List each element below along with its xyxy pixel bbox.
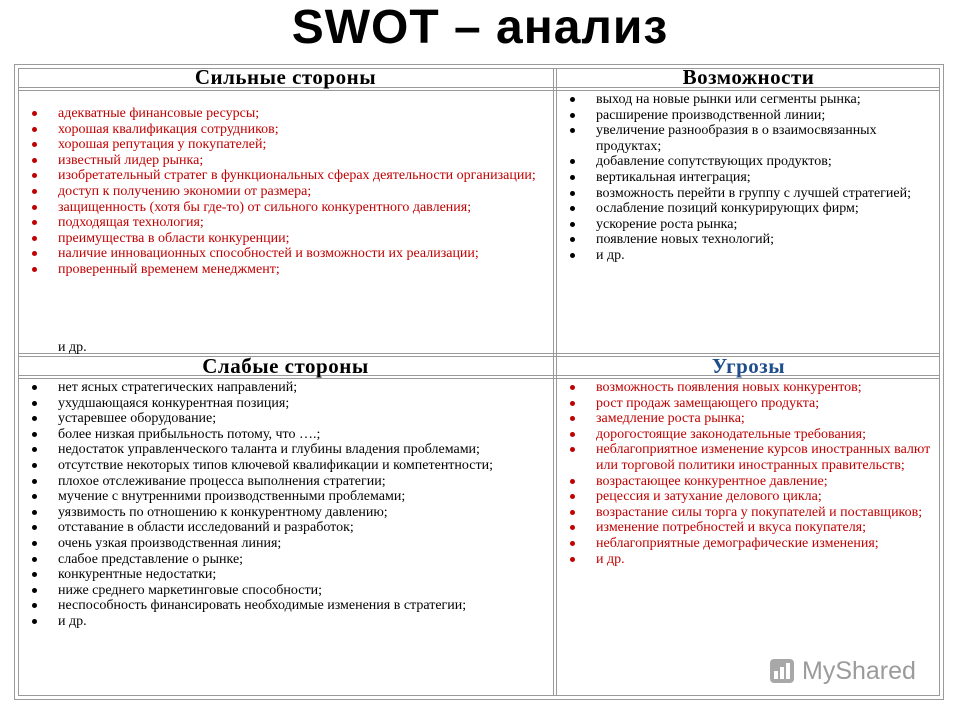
- bullet-icon: [32, 541, 37, 546]
- bullet-icon: [570, 541, 575, 546]
- weakness-item: [22, 614, 548, 630]
- bullet-icon: [570, 432, 575, 437]
- opportunity-item: [560, 123, 936, 154]
- list-item-text: и др.: [58, 613, 87, 629]
- list-item-text: ниже среднего маркетинговые способности;: [58, 582, 322, 598]
- list-item-text: ослабление позиций конкурирующих фирм;: [596, 201, 859, 217]
- bullet-icon: [32, 603, 37, 608]
- list-item-text: конкурентные недостатки;: [58, 567, 217, 583]
- strength-item: [22, 246, 542, 262]
- strength-item: [22, 106, 542, 122]
- list-item-text: уязвимость по отношению к конкурентному давлению;: [58, 504, 388, 520]
- bullet-icon: [570, 557, 575, 562]
- bullet-icon: [32, 189, 37, 194]
- bullet-icon: [32, 619, 37, 624]
- bullet-icon: [570, 385, 575, 390]
- list-item-text: возрастание силы торга у покупателей и поставщиков;: [596, 504, 923, 520]
- bullet-icon: [32, 432, 37, 437]
- opportunity-item: [560, 186, 936, 202]
- bullet-icon: [32, 385, 37, 390]
- opportunities-list: [560, 92, 936, 264]
- threat-item: [560, 411, 936, 427]
- bullet-icon: [32, 447, 37, 452]
- strengths-heading: Сильные стороны: [194, 65, 377, 89]
- strength-item: [22, 184, 542, 200]
- bullet-icon: [570, 175, 575, 180]
- threat-item: [560, 489, 936, 505]
- weakness-item: [22, 396, 548, 412]
- list-item-text: изобретательный стратег в функциональных сферах деятельности организации;: [58, 168, 536, 184]
- weakness-item: [22, 442, 548, 458]
- list-item-text: доступ к получению экономии от размера;: [58, 183, 312, 199]
- bullet-icon: [570, 113, 575, 118]
- bullet-icon: [570, 479, 575, 484]
- list-item-text: преимущества в области конкуренции;: [58, 230, 290, 246]
- opportunity-item: [560, 217, 936, 233]
- opportunity-item: [560, 154, 936, 170]
- list-item-text: изменение потребностей и вкуса покупателя;: [596, 520, 867, 536]
- bullet-icon: [32, 463, 37, 468]
- bullet-icon: [570, 494, 575, 499]
- strength-item: [22, 153, 542, 169]
- list-item-text: расширение производственной линии;: [596, 107, 826, 123]
- bullet-icon: [32, 572, 37, 577]
- list-item-text: более низкая прибыльность потому, что ….;: [58, 426, 321, 442]
- threat-item: [560, 442, 936, 473]
- bullet-icon: [32, 557, 37, 562]
- weakness-item: [22, 380, 548, 396]
- strength-item: [22, 137, 542, 153]
- bullet-icon: [570, 159, 575, 164]
- weakness-item: [22, 598, 548, 614]
- bullet-icon: [570, 253, 575, 258]
- bullet-icon: [32, 416, 37, 421]
- list-item-text: нет ясных стратегических направлений;: [58, 380, 298, 395]
- strength-item: [22, 200, 542, 216]
- list-item-text: увеличение разнообразия в о взаимосвязанных продуктах;: [596, 123, 877, 154]
- weaknesses-list: [22, 380, 548, 630]
- threat-item: [560, 520, 936, 536]
- threat-item: [560, 380, 936, 396]
- list-item-text: известный лидер рынка;: [58, 152, 204, 168]
- bullet-icon: [32, 236, 37, 241]
- threat-item: [560, 505, 936, 521]
- list-item-text: рецессия и затухание делового цикла;: [596, 489, 822, 505]
- list-item-text: отставание в области исследований и разработок;: [58, 520, 354, 536]
- list-item-text: замедление роста рынка;: [596, 411, 745, 427]
- strength-item: [22, 215, 542, 231]
- watermark: [768, 656, 928, 686]
- list-item-text: неблагоприятное изменение курсов иностранных валют или торговой политики иностранных правительств;: [596, 442, 931, 473]
- bullet-icon: [570, 128, 575, 133]
- row-divider: [18, 353, 940, 354]
- bullet-icon: [32, 479, 37, 484]
- bullet-icon: [32, 525, 37, 530]
- strength-item: [22, 122, 542, 138]
- strength-item: [22, 231, 542, 247]
- bullet-icon: [32, 158, 37, 163]
- weaknesses-heading: Слабые стороны: [202, 354, 369, 378]
- column-divider: [553, 68, 554, 696]
- bullet-icon: [32, 401, 37, 406]
- weakness-item: [22, 583, 548, 599]
- list-item-text: возможность появления новых конкурентов;: [596, 380, 862, 395]
- bullet-icon: [570, 447, 575, 452]
- weakness-item: [22, 489, 548, 505]
- bullet-icon: [32, 220, 37, 225]
- weakness-item: [22, 427, 548, 443]
- threat-item: [560, 474, 936, 490]
- opportunity-item: [560, 108, 936, 124]
- bullet-icon: [32, 173, 37, 178]
- weakness-item: [22, 536, 548, 552]
- threat-item: [560, 427, 936, 443]
- bullet-icon: [32, 127, 37, 132]
- bullet-icon: [32, 111, 37, 116]
- list-item-text: адекватные финансовые ресурсы;: [58, 106, 260, 121]
- bullet-icon: [32, 267, 37, 272]
- list-item-text: вертикальная интеграция;: [596, 169, 751, 185]
- bullet-icon: [570, 237, 575, 242]
- list-item-text: плохое отслеживание процесса выполнения стратегии;: [58, 473, 386, 489]
- list-item-text: возможность перейти в группу с лучшей стратегией;: [596, 185, 912, 201]
- bullet-icon: [570, 416, 575, 421]
- bullet-icon: [570, 525, 575, 530]
- opportunity-item: [560, 170, 936, 186]
- opportunity-item: [560, 232, 936, 248]
- list-item-text: проверенный временем менеджмент;: [58, 261, 280, 277]
- bullet-icon: [32, 205, 37, 210]
- weakness-item: [22, 567, 548, 583]
- strengths-list: [22, 106, 542, 278]
- weakness-item: [22, 520, 548, 536]
- weakness-item: [22, 552, 548, 568]
- list-item-text: добавление сопутствующих продуктов;: [596, 154, 832, 170]
- weakness-item: [22, 474, 548, 490]
- opportunity-item: [560, 201, 936, 217]
- list-item-text: возрастающее конкурентное давление;: [596, 473, 828, 489]
- opportunities-heading: Возможности: [682, 65, 815, 89]
- list-item-text: неспособность финансировать необходимые изменения в стратегии;: [58, 598, 467, 614]
- weakness-item: [22, 505, 548, 521]
- weakness-item: [22, 458, 548, 474]
- threats-heading: Угрозы: [711, 354, 786, 378]
- watermark-text: MyShared: [802, 656, 916, 685]
- myshared-logo-icon: [768, 657, 796, 685]
- list-item-text: ухудшающаяся конкурентная позиция;: [58, 395, 290, 411]
- page-title: SWOT – анализ: [291, 1, 669, 54]
- threats-list: [560, 380, 936, 567]
- list-item-text: хорошая квалификация сотрудников;: [58, 121, 279, 137]
- list-item-text: дорогостоящие законодательные требования;: [596, 426, 866, 442]
- list-item-text: выход на новые рынки или сегменты рынка;: [596, 92, 861, 107]
- bullet-icon: [32, 142, 37, 147]
- bullet-icon: [570, 401, 575, 406]
- list-item-text: ускорение роста рынка;: [596, 216, 738, 232]
- bullet-icon: [570, 97, 575, 102]
- list-item-text: слабое представление о рынке;: [58, 551, 244, 567]
- threat-item: [560, 552, 936, 568]
- bullet-icon: [570, 206, 575, 211]
- bullet-icon: [32, 588, 37, 593]
- bullet-icon: [570, 222, 575, 227]
- threat-item: [560, 536, 936, 552]
- list-item-text: и др.: [596, 247, 625, 263]
- list-item-text: и др.: [596, 551, 625, 567]
- bullet-icon: [570, 510, 575, 515]
- list-item-text: подходящая технология;: [58, 215, 204, 231]
- list-item-text: появление новых технологий;: [596, 232, 775, 248]
- list-item-text: хорошая репутация у покупателей;: [58, 137, 267, 153]
- strength-item: [22, 262, 542, 278]
- bullet-icon: [32, 510, 37, 515]
- list-item-text: мучение с внутренними производственными проблемами;: [58, 489, 406, 505]
- list-item-text: очень узкая производственная линия;: [58, 535, 282, 551]
- opportunity-item: [560, 92, 936, 108]
- list-item-text: защищенность (хотя бы где-то) от сильного конкурентного давления;: [58, 199, 472, 215]
- strength-item: [22, 168, 542, 184]
- strengths-tail: и др.: [58, 340, 87, 355]
- list-item-text: устаревшее оборудование;: [58, 411, 217, 427]
- list-item-text: наличие инновационных способностей и возможности их реализации;: [58, 246, 479, 262]
- bullet-icon: [570, 191, 575, 196]
- list-item-text: отсутствие некоторых типов ключевой квалификации и компетентности;: [58, 457, 493, 473]
- bullet-icon: [32, 251, 37, 256]
- weakness-item: [22, 411, 548, 427]
- threat-item: [560, 396, 936, 412]
- bullet-icon: [32, 494, 37, 499]
- list-item-text: рост продаж замещающего продукта;: [596, 395, 820, 411]
- opportunity-item: [560, 248, 936, 264]
- list-item-text: недостаток управленческого таланта и глубины владения проблемами;: [58, 442, 480, 458]
- list-item-text: неблагоприятные демографические изменения;: [596, 535, 879, 551]
